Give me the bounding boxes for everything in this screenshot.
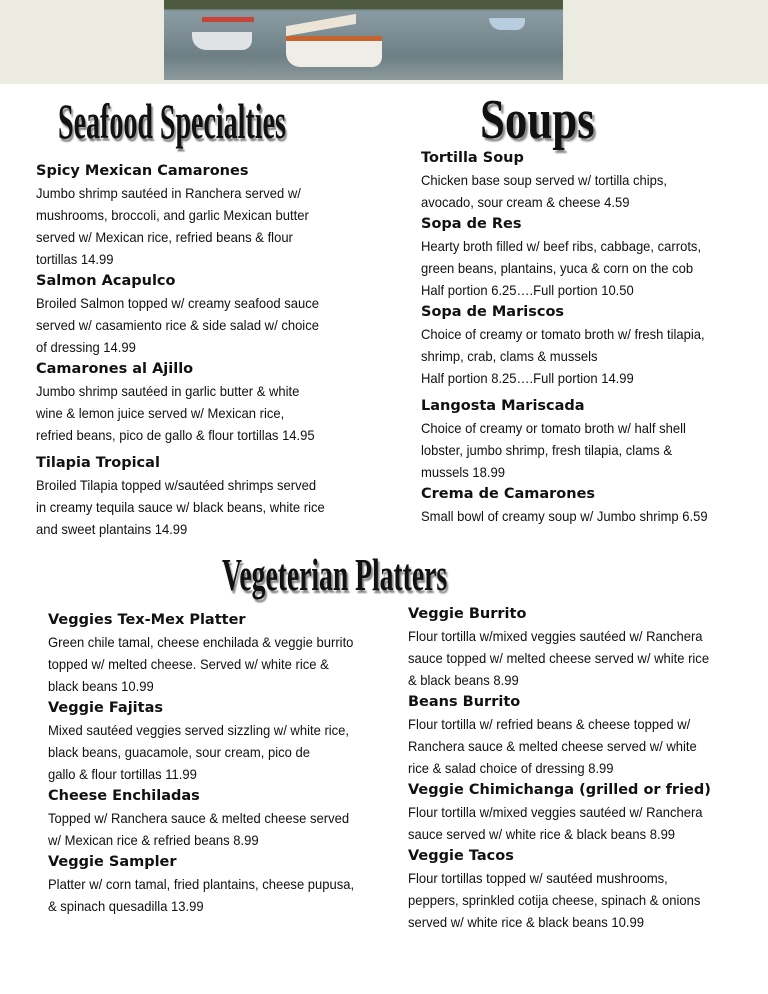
header-band <box>0 0 768 84</box>
menu-item <box>36 270 346 358</box>
menu-item-description: Chicken base soup served w/ tortilla chips, <box>421 172 668 188</box>
menu-item-description: Flour tortilla w/mixed veggies sautéed w/ Ranchera <box>408 628 703 644</box>
menu-item-description: served w/ casamiento rice & side salad w/ choice <box>36 317 319 333</box>
menu-item-title: Crema de Camarones <box>421 486 596 502</box>
menu-item-description: black beans, guacamole, sour cream, pico de <box>48 744 310 760</box>
menu-item-description: lobster, jumbo shrimp, fresh tilapia, clams & <box>421 442 673 458</box>
menu-item-description: served w/ white rice & black beans 10.99 <box>408 914 644 930</box>
menu-item-title: Beans Burrito <box>408 694 521 710</box>
menu-item-description: & spinach quesadilla 13.99 <box>48 898 204 914</box>
menu-item-title: Veggie Sampler <box>48 854 177 870</box>
menu-item <box>421 147 729 213</box>
menu-item-description: green beans, plantains, yuca & corn on the cob <box>421 260 694 276</box>
menu-item-description: Ranchera sauce & melted cheese served w/ white <box>408 738 697 754</box>
menu-item-description: Choice of creamy or tomato broth w/ half shell <box>421 420 686 436</box>
menu-item-description: sauce served w/ white rice & black beans 8.99 <box>408 826 676 842</box>
menu-item-title: Veggie Tacos <box>408 848 514 864</box>
menu-item-description: mushrooms, broccoli, and garlic Mexican butter <box>36 207 309 223</box>
menu-item <box>48 609 377 697</box>
menu-item-title: Camarones al Ajillo <box>36 361 194 377</box>
menu-item-description: refried beans, pico de gallo & flour tortillas 14.95 <box>36 427 315 443</box>
menu-item-description: mussels 18.99 <box>421 464 505 480</box>
vegetarian-left-section <box>48 609 377 917</box>
menu-item <box>48 851 377 917</box>
menu-item-description: served w/ Mexican rice, refried beans & flour <box>36 229 293 245</box>
menu-item <box>421 301 729 395</box>
seafood-section <box>36 160 346 540</box>
menu-item-description: shrimp, crab, clams & mussels <box>421 348 598 364</box>
heading-vegetarian: Vegeterian Platters <box>222 549 448 600</box>
menu-item <box>408 691 732 779</box>
menu-item-title: Cheese Enchiladas <box>48 788 200 804</box>
menu-item <box>36 452 346 540</box>
menu-item-description: rice & salad choice of dressing 8.99 <box>408 760 614 776</box>
menu-item-description: Small bowl of creamy soup w/ Jumbo shrimp 6.59 <box>421 508 708 524</box>
menu-item-description: Flour tortilla w/ refried beans & cheese topped w/ <box>408 716 691 732</box>
menu-item-description: Broiled Tilapia topped w/sautéed shrimps served <box>36 477 317 493</box>
menu-item-title: Veggie Fajitas <box>48 700 164 716</box>
menu-item-title: Tortilla Soup <box>421 150 524 166</box>
menu-item-description: Half portion 6.25….Full portion 10.50 <box>421 282 634 298</box>
menu-item-title: Langosta Mariscada <box>421 398 585 414</box>
menu-item-title: Veggie Chimichanga (grilled or fried) <box>408 782 711 798</box>
menu-item <box>408 845 732 933</box>
menu-item-title: Spicy Mexican Camarones <box>36 163 249 179</box>
menu-item-description: Mixed sautéed veggies served sizzling w/ white rice, <box>48 722 350 738</box>
menu-item <box>421 213 729 301</box>
menu-item-description: & black beans 8.99 <box>408 672 519 688</box>
menu-item-description: Flour tortilla w/mixed veggies sautéed w/ Ranchera <box>408 804 703 820</box>
menu-item-description: topped w/ melted cheese. Served w/ white rice & <box>48 656 329 672</box>
menu-item-title: Veggie Burrito <box>408 606 527 622</box>
menu-item-description: Platter w/ corn tamal, fried plantains, cheese pupusa, <box>48 876 355 892</box>
heading-soups: Soups <box>480 89 595 151</box>
menu-item <box>36 160 346 270</box>
menu-item-description: in creamy tequila sauce w/ black beans, white rice <box>36 499 325 515</box>
soups-section <box>421 147 729 527</box>
menu-item-description: of dressing 14.99 <box>36 339 136 355</box>
menu-item-description: w/ Mexican rice & refried beans 8.99 <box>48 832 259 848</box>
menu-item-title: Veggies Tex-Mex Platter <box>48 612 246 628</box>
menu-item <box>36 358 346 452</box>
vegetarian-right-section <box>408 603 732 933</box>
menu-item <box>421 483 729 527</box>
menu-item <box>48 785 377 851</box>
menu-item-description: gallo & flour tortillas 11.99 <box>48 766 197 782</box>
menu-item-description: and sweet plantains 14.99 <box>36 521 188 537</box>
menu-item-description: Jumbo shrimp sautéed in garlic butter & white <box>36 383 300 399</box>
menu-item <box>408 779 732 845</box>
menu-item-description: Topped w/ Ranchera sauce & melted cheese served <box>48 810 350 826</box>
heading-seafood: Seafood Specialties <box>58 93 286 149</box>
menu-item-description: Flour tortillas topped w/ sautéed mushrooms, <box>408 870 668 886</box>
menu-item-title: Tilapia Tropical <box>36 455 160 471</box>
menu-item-title: Sopa de Res <box>421 216 522 232</box>
menu-item-description: Broiled Salmon topped w/ creamy seafood sauce <box>36 295 319 311</box>
menu-item-description: Jumbo shrimp sautéed in Ranchera served w/ <box>36 185 301 201</box>
menu-item <box>48 697 377 785</box>
menu-item-description: Choice of creamy or tomato broth w/ fresh tilapia, <box>421 326 705 342</box>
menu-item-title: Salmon Acapulco <box>36 273 176 289</box>
menu-item-description: wine & lemon juice served w/ Mexican rice, <box>36 405 285 421</box>
menu-item-description: avocado, sour cream & cheese 4.59 <box>421 194 630 210</box>
menu-item <box>421 395 729 483</box>
menu-item-title: Sopa de Mariscos <box>421 304 565 320</box>
menu-item-description: tortillas 14.99 <box>36 251 114 267</box>
menu-item-description: peppers, sprinkled cotija cheese, spinach & onions <box>408 892 701 908</box>
menu-item-description: Half portion 8.25….Full portion 14.99 <box>421 370 634 386</box>
menu-item <box>408 603 732 691</box>
boats-photo <box>164 0 563 80</box>
menu-item-description: Hearty broth filled w/ beef ribs, cabbage, carrots, <box>421 238 702 254</box>
menu-item-description: sauce topped w/ melted cheese served w/ white rice <box>408 650 710 666</box>
menu-item-description: black beans 10.99 <box>48 678 154 694</box>
menu-item-description: Green chile tamal, cheese enchilada & veggie burrito <box>48 634 354 650</box>
